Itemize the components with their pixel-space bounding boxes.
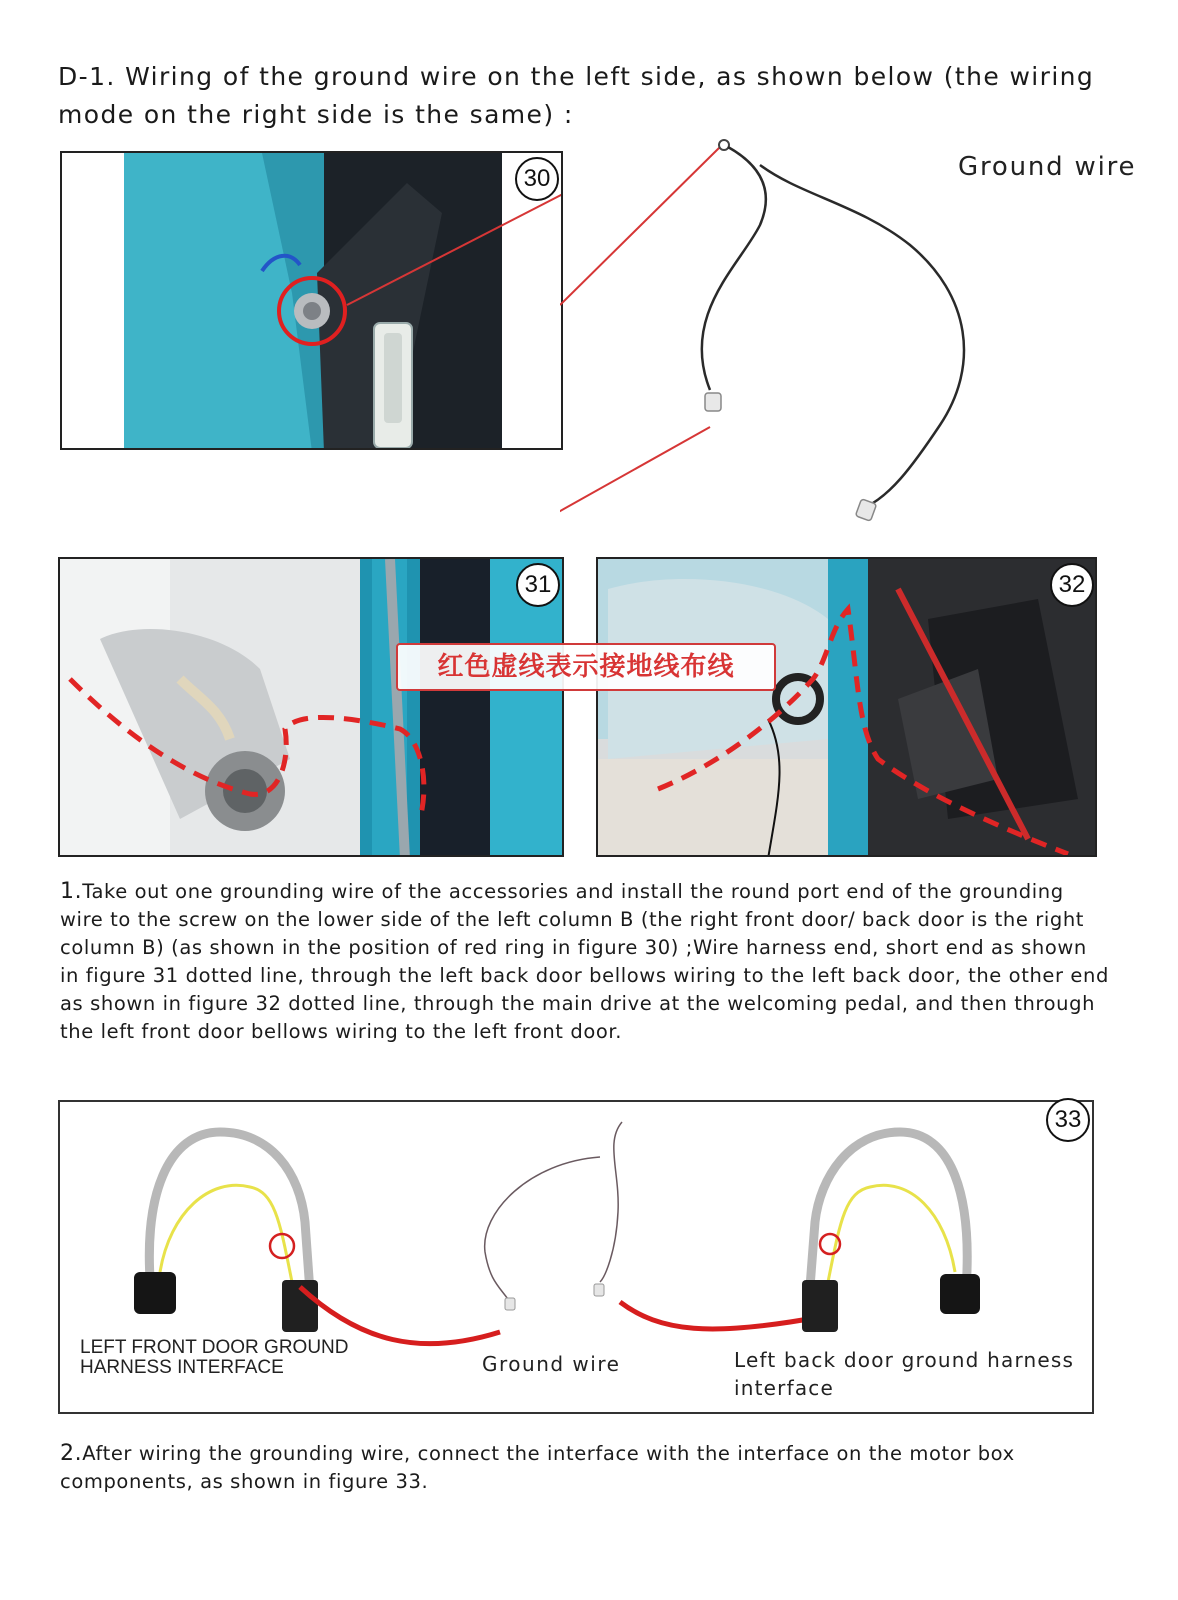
step-2-paragraph <box>60 1440 1110 1496</box>
step-1-number: 1. <box>60 879 83 904</box>
photo-32-illustration <box>598 559 1097 857</box>
figure-number-32: 32 <box>1050 563 1094 607</box>
ground-wire-label-diagram: Ground wire <box>482 1352 621 1376</box>
step-1-text: Take out one grounding wire of the accessories and install the round port end of the grounding wire to the screw on the lower side of the left column B (the right front door/ back door is the right column B) (as shown in the position of red ring in figure 30) ;Wire harness end, short end as shown in figure 31 dotted line, through the left back door bellows wiring to the left back door, the other end as shown in figure 32 dotted line, through the main drive at the welcoming pedal, and then through the left front door bellows wiring to the left front door. <box>60 880 1109 1043</box>
photo-figure-31 <box>58 557 564 857</box>
figure-number-30: 30 <box>515 157 559 201</box>
photo-figure-30 <box>60 151 563 450</box>
step-2-number: 2. <box>60 1441 83 1466</box>
left-front-door-harness-label: LEFT FRONT DOOR GROUND HARNESS INTERFACE <box>80 1337 349 1378</box>
chinese-dotted-line-note: 红色虚线表示接地线布线 <box>396 643 776 691</box>
step-1-paragraph <box>60 878 1110 1046</box>
photo-30-illustration <box>62 153 563 450</box>
photo-figure-32 <box>596 557 1097 857</box>
figure-number-31: 31 <box>516 563 560 607</box>
diagram-figure-33 <box>58 1100 1094 1414</box>
figure-number-33: 33 <box>1046 1098 1090 1142</box>
left-back-door-harness-label: Left back door ground harness interface <box>734 1348 1075 1400</box>
photo-31-illustration <box>60 559 564 857</box>
ground-wire-label-top: Ground wire <box>958 152 1137 182</box>
ground-wire-illustration <box>560 135 1000 555</box>
page-heading: D-1. Wiring of the ground wire on the left side, as shown below (the wiring mode on the right side is the same) : <box>58 62 1095 129</box>
step-2-text: After wiring the grounding wire, connect the interface with the interface on the motor box components, as shown in figure 33. <box>60 1442 1015 1493</box>
